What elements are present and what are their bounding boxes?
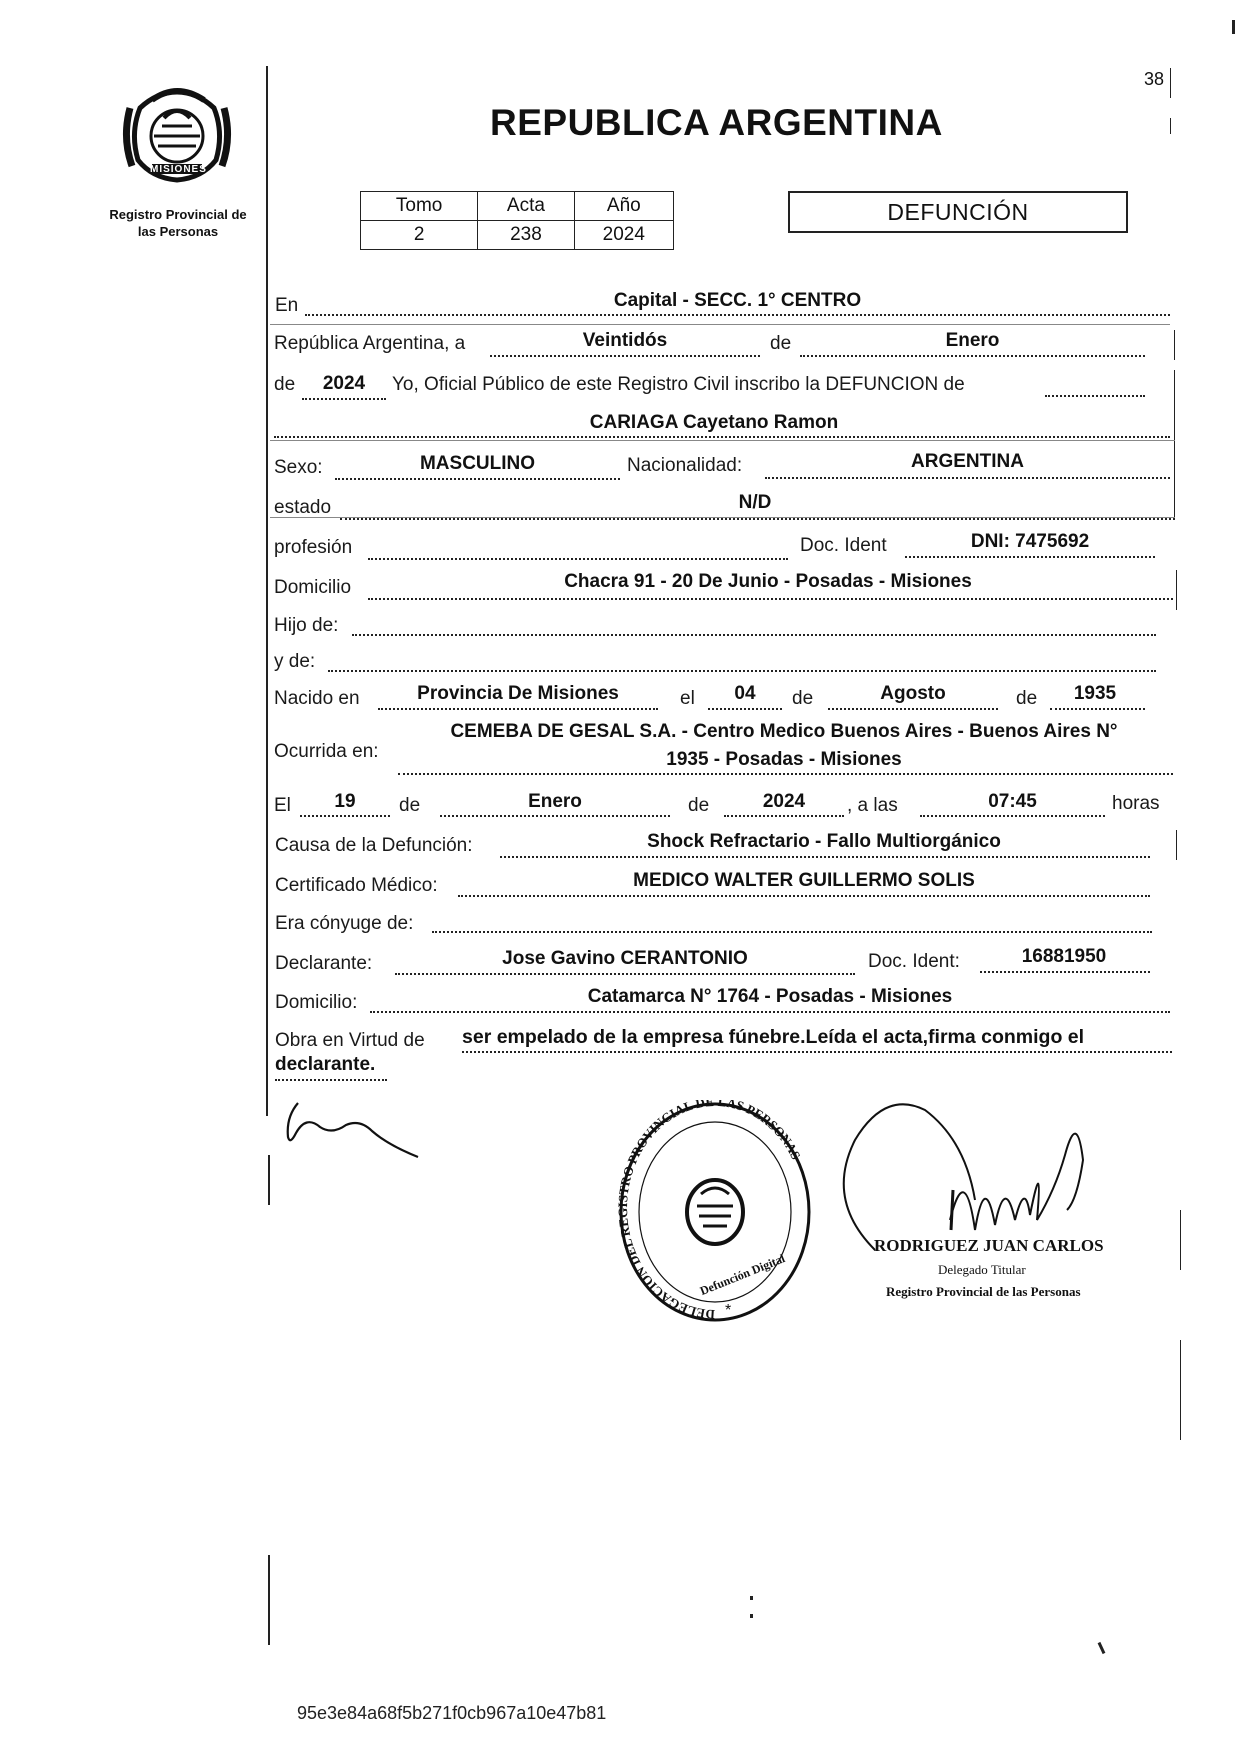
left-margin-line bbox=[268, 1155, 270, 1205]
label-horas: horas bbox=[1112, 793, 1160, 814]
obra-linea2: declarante. bbox=[275, 1054, 376, 1075]
dia-letras-value: Veintidós bbox=[582, 330, 668, 351]
fallecio-dia-dots bbox=[300, 815, 390, 817]
declarante-value: Jose Gavino CERANTONIO bbox=[502, 948, 748, 969]
right-margin-line bbox=[1174, 370, 1175, 520]
lugar-value: Capital - SECC. 1° CENTRO bbox=[613, 290, 862, 311]
label-el: el bbox=[680, 688, 695, 709]
right-margin-line bbox=[1180, 1340, 1181, 1440]
page-title: REPUBLICA ARGENTINA bbox=[490, 102, 943, 143]
nacido-en-dots bbox=[378, 708, 658, 710]
acta-table-value-row bbox=[361, 221, 674, 250]
row-separator bbox=[270, 440, 1175, 441]
lugar-dots bbox=[305, 314, 1170, 316]
right-margin-line bbox=[1174, 330, 1175, 360]
nacido-anio-dots bbox=[1050, 708, 1145, 710]
hora-dots bbox=[920, 815, 1105, 817]
label-y-de: y de: bbox=[274, 651, 316, 672]
label-de-nacido-anio: de bbox=[1016, 688, 1038, 709]
obra-linea1: ser empelado de la empresa fúnebre.Leída el acta,firma conmigo el bbox=[462, 1026, 1085, 1048]
sexo-value: MASCULINO bbox=[419, 453, 536, 474]
nacionalidad-value: ARGENTINA bbox=[911, 451, 1024, 472]
document-type-box bbox=[788, 191, 1128, 233]
nacido-dia-dots bbox=[708, 708, 782, 710]
obra-linea1-dots bbox=[462, 1051, 1172, 1053]
label-de-fallecio-anio: de bbox=[688, 795, 710, 816]
acta-table-header-row bbox=[361, 192, 674, 221]
label-obra: Obra en Virtud de bbox=[275, 1030, 425, 1051]
certificado-value: MEDICO WALTER GUILLERMO SOLIS bbox=[633, 870, 975, 891]
label-ocurrida-en: Ocurrida en: bbox=[274, 741, 379, 762]
obra-linea2-dots bbox=[275, 1079, 387, 1081]
label-declarante: Declarante: bbox=[275, 953, 373, 974]
acta-value-anio: 2024 bbox=[574, 221, 673, 250]
margin-mark bbox=[1170, 68, 1171, 98]
ocurrida-dots bbox=[398, 773, 1173, 775]
fallecio-anio-value: 2024 bbox=[762, 791, 806, 812]
declarante-doc-value: 16881950 bbox=[1021, 946, 1107, 967]
causa-dots bbox=[500, 856, 1150, 858]
seal-text-top: PROVINCIA DE bbox=[142, 76, 212, 85]
signatory-name: RODRIGUEZ JUAN CARLOS bbox=[874, 1236, 1104, 1255]
label-de-nacido-mes: de bbox=[792, 688, 814, 709]
ocurrida-linea1: CEMEBA DE GESAL S.A. - Centro Medico Buenos Aires - Buenos Aires N° bbox=[450, 721, 1118, 742]
label-doc-ident2: Doc. Ident: bbox=[868, 951, 960, 972]
label-de-mes: de bbox=[770, 333, 792, 354]
label-domicilio: Domicilio bbox=[274, 577, 352, 598]
declarante-domicilio-dots bbox=[370, 1011, 1170, 1013]
label-el-cap: El bbox=[274, 795, 291, 816]
row-separator bbox=[270, 324, 1170, 325]
anio-dots bbox=[302, 398, 386, 400]
label-certificado: Certificado Médico: bbox=[275, 875, 438, 896]
scan-mark bbox=[750, 1614, 753, 1618]
acta-value-tomo: 2 bbox=[361, 221, 478, 250]
acta-header-anio: Año bbox=[574, 192, 673, 221]
ocurrida-linea2: 1935 - Posadas - Misiones bbox=[666, 749, 902, 770]
scan-mark bbox=[1098, 1642, 1106, 1654]
page-number: 38 bbox=[1144, 69, 1165, 89]
signatory-office: Registro Provincial de las Personas bbox=[886, 1284, 1081, 1299]
stamp-bottom-text: Defunción Digital bbox=[697, 1251, 787, 1299]
dia-letras-dots bbox=[490, 355, 760, 357]
registry-name-line2: las Personas bbox=[137, 224, 219, 239]
right-margin-line bbox=[1176, 830, 1177, 860]
mes-value: Enero bbox=[945, 330, 1000, 351]
official-signature bbox=[815, 1090, 1135, 1260]
estado-dots bbox=[340, 518, 1175, 520]
right-margin-line bbox=[1176, 570, 1177, 610]
label-yo-oficial: Yo, Oficial Público de este Registro Civil inscribo la DEFUNCION de bbox=[392, 374, 965, 395]
signatory-role: Delegado Titular bbox=[938, 1262, 1026, 1277]
left-margin-line bbox=[268, 1555, 270, 1645]
label-causa: Causa de la Defunción: bbox=[275, 835, 473, 856]
conyuge-dots bbox=[432, 931, 1152, 933]
margin-mark bbox=[1232, 20, 1235, 34]
fallecio-anio-dots bbox=[724, 815, 844, 817]
label-de-fallecio-mes: de bbox=[399, 795, 421, 816]
domicilio-value: Chacra 91 - 20 De Junio - Posadas - Misiones bbox=[564, 571, 972, 592]
doc-ident-value: DNI: 7475692 bbox=[970, 531, 1090, 552]
profesion-dots bbox=[368, 558, 788, 560]
sexo-dots bbox=[335, 478, 620, 480]
label-nacido-en: Nacido en bbox=[274, 688, 360, 709]
stamp-star-icon: * bbox=[725, 1302, 732, 1319]
hora-value: 07:45 bbox=[988, 791, 1037, 812]
label-domicilio2: Domicilio: bbox=[275, 992, 358, 1013]
scan-mark bbox=[750, 1596, 753, 1600]
seal-text-bottom: MISIONES bbox=[150, 164, 207, 175]
hijo-de-dots bbox=[352, 634, 1156, 636]
label-estado: estado bbox=[274, 497, 332, 518]
label-nacionalidad: Nacionalidad: bbox=[627, 455, 743, 476]
anio-value: 2024 bbox=[322, 373, 366, 394]
margin-mark bbox=[1170, 118, 1171, 134]
stamp-ring-text: DELEGACION DEL REGISTRO PROVINCIAL DE LAS PERSONAS bbox=[615, 1100, 804, 1323]
document-type: DEFUNCIÓN bbox=[887, 199, 1029, 225]
label-sexo: Sexo: bbox=[274, 457, 323, 478]
yo-oficial-dots bbox=[1045, 395, 1145, 397]
footer-hash: 95e3e84a68f5b271f0cb967a10e47b81 bbox=[297, 1703, 607, 1723]
label-de-anio: de bbox=[274, 374, 296, 395]
fallecio-dia-value: 19 bbox=[334, 791, 356, 812]
label-conyuge: Era cónyuge de: bbox=[275, 913, 414, 934]
acta-header-acta: Acta bbox=[478, 192, 574, 221]
acta-table bbox=[360, 191, 674, 250]
declarant-signature bbox=[280, 1095, 430, 1165]
nacido-mes-value: Agosto bbox=[880, 683, 946, 704]
mes-dots bbox=[800, 355, 1145, 357]
nacido-en-value: Provincia De Misiones bbox=[417, 683, 619, 704]
domicilio-dots bbox=[368, 598, 1173, 600]
label-republica: República Argentina, a bbox=[274, 333, 466, 354]
declarante-domicilio-value: Catamarca N° 1764 - Posadas - Misiones bbox=[587, 986, 953, 1007]
acta-header-tomo: Tomo bbox=[361, 192, 478, 221]
label-en: En bbox=[275, 295, 299, 316]
declarante-doc-dots bbox=[980, 971, 1150, 973]
acta-value-acta: 238 bbox=[478, 221, 574, 250]
official-stamp bbox=[615, 1100, 815, 1330]
estado-value: N/D bbox=[738, 492, 772, 513]
y-de-dots bbox=[328, 670, 1156, 672]
left-margin-line bbox=[266, 66, 268, 1116]
right-margin-line bbox=[1180, 1210, 1181, 1270]
label-doc-ident: Doc. Ident bbox=[800, 535, 887, 556]
label-a-las: , a las bbox=[847, 795, 898, 816]
nombre-dots bbox=[274, 436, 1170, 438]
fallecio-mes-dots bbox=[440, 815, 670, 817]
nacionalidad-dots bbox=[765, 477, 1170, 479]
registry-name-line1: Registro Provincial de bbox=[109, 207, 247, 222]
doc-ident-dots bbox=[905, 556, 1155, 558]
nacido-dia-value: 04 bbox=[734, 683, 756, 704]
certificado-dots bbox=[458, 895, 1150, 897]
declarante-dots bbox=[395, 973, 855, 975]
nombre-value: CARIAGA Cayetano Ramon bbox=[589, 412, 839, 433]
label-profesion: profesión bbox=[274, 537, 353, 558]
fallecio-mes-value: Enero bbox=[528, 791, 582, 812]
label-hijo-de: Hijo de: bbox=[274, 615, 339, 636]
nacido-mes-dots bbox=[828, 708, 998, 710]
nacido-anio-value: 1935 bbox=[1073, 683, 1117, 704]
causa-value: Shock Refractario - Fallo Multiorgánico bbox=[647, 831, 1001, 852]
